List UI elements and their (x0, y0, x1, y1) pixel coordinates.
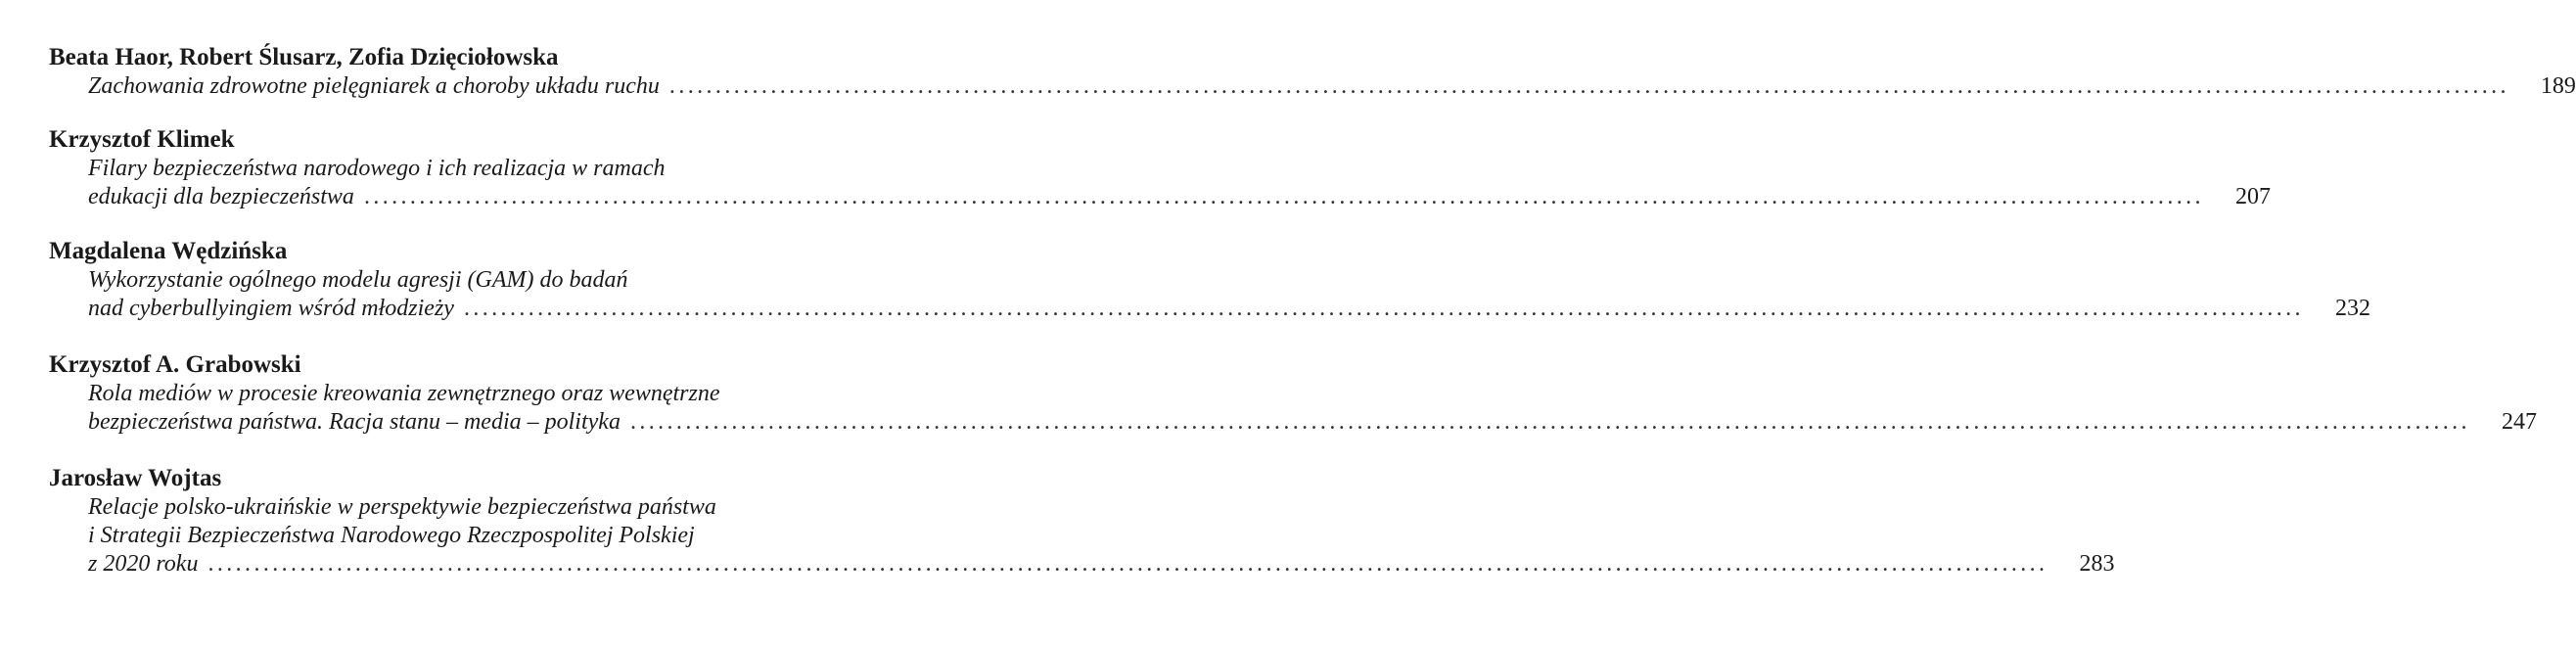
entry-title (49, 380, 2537, 437)
toc-entry (49, 350, 2537, 437)
dot-leader: ........................................................................................................................................................................................................ (463, 296, 2304, 321)
entry-author: Beata Haor, Robert Ślusarz, Zofia Dzięciołowska (49, 44, 559, 70)
dot-leader: ........................................................................................................................................................................................................ (629, 409, 2470, 435)
entry-title (49, 72, 2576, 101)
entry-author: Krzysztof Klimek (49, 126, 235, 153)
dot-leader: ........................................................................................................................................................................................................ (207, 551, 2048, 577)
entry-title (49, 266, 2370, 323)
entry-title-line: Wykorzystanie ogólnego modelu agresji (GAM) do badań (88, 267, 628, 293)
dot-leader: ........................................................................................................................................................................................................ (668, 73, 2509, 99)
entry-author: Krzysztof A. Grabowski (49, 351, 301, 378)
entry-author: Magdalena Wędzińska (49, 238, 288, 264)
entry-title-line: z 2020 roku (88, 551, 199, 577)
entry-page-number: 283 (2079, 551, 2115, 577)
toc-entry (49, 237, 2370, 323)
entry-title-line: i Strategii Bezpieczeństwa Narodowego Rzeczpospolitej Polskiej (88, 523, 695, 548)
entry-title-line: Relacje polsko-ukraińskie w perspektywie bezpieczeństwa państwa (88, 494, 716, 520)
entry-page-number: 232 (2334, 296, 2370, 321)
entry-page-number: 189 (2540, 73, 2576, 99)
entry-title-line: Zachowania zdrowotne pielęgniarek a choroby układu ruchu (88, 73, 660, 99)
entry-title-line: edukacji dla bezpieczeństwa (88, 184, 354, 209)
dot-leader: ........................................................................................................................................................................................................ (363, 184, 2204, 209)
entry-page-number: 247 (2501, 409, 2537, 435)
entry-author: Jarosław Wojtas (49, 465, 222, 491)
entry-title (49, 493, 2115, 579)
entry-page-number: 207 (2234, 184, 2271, 209)
entry-title (49, 155, 2271, 211)
toc-entry (49, 464, 2115, 579)
entry-title-line: bezpieczeństwa państwa. Racja stanu – media – polityka (88, 409, 621, 435)
entry-title-line: Filary bezpieczeństwa narodowego i ich realizacja w ramach (88, 156, 666, 181)
entry-title-line: nad cyberbullyingiem wśród młodzieży (88, 296, 454, 321)
entry-title-line: Rola mediów w procesie kreowania zewnętrznego oraz wewnętrzne (88, 381, 720, 406)
toc-entry (49, 43, 2576, 101)
toc-entry (49, 125, 2271, 211)
